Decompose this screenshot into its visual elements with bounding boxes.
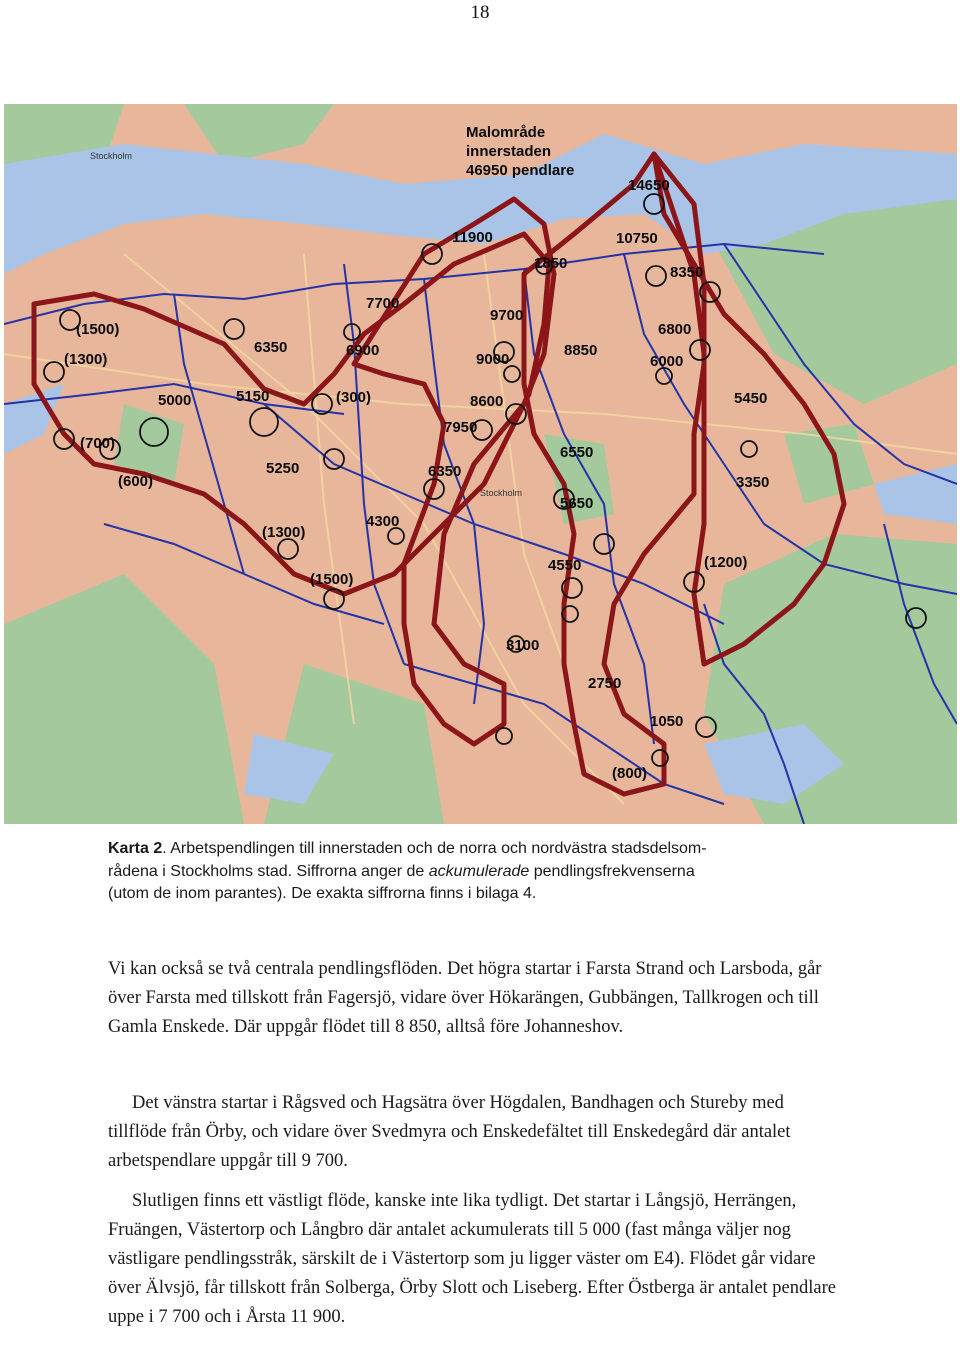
flow-label: 2750 [588,675,622,692]
caption-text-4: (utom de inom parantes). De exakta siffrorna finns i bilaga 4. [108,885,537,902]
page-number: 18 [470,2,490,23]
flow-label: 6550 [560,444,594,461]
flow-label: 5450 [734,390,768,407]
flow-label: 8600 [470,393,504,410]
flow-label: (1500) [76,321,120,338]
commuting-map [4,104,957,824]
flow-label: 3350 [736,474,770,491]
flow-label: 1050 [650,713,684,730]
flow-label: 5650 [560,495,594,512]
caption-text-3: pendlingsfrekvenserna [529,862,695,880]
caption-text-2: rådena i Stockholms stad. Siffrorna anger de [108,862,429,880]
place-label: Stockholm [90,151,133,161]
flow-label: 5150 [236,388,270,405]
flow-label: (1300) [64,351,108,368]
flow-label: 4550 [548,557,582,574]
flow-label: 11900 [452,229,493,246]
caption-label: Karta 2 [108,840,163,857]
body-paragraph: Det vänstra startar i Rågsved och Hagsätra över Högdalen, Bandhagen och Stureby med tillflöde från Örby, och vidare över Svedmyra och Enskedefältet till Enskedegård där antalet arbetspendlare uppgår till 9 700. [108,1093,791,1171]
body-paragraph-2-wrap [108,1089,843,1184]
flow-label: (300) [336,389,372,406]
flow-label: 9700 [490,307,524,324]
caption-text-1: . Arbetspendlingen till innerstaden och de norra och nordvästra stadsdelsom- [162,840,707,857]
map-title-line-1: Malområde [466,124,546,141]
flow-label: 4300 [366,513,400,530]
flow-label: 9000 [476,351,510,368]
flow-label: (1500) [310,571,354,588]
flow-label: 5000 [158,392,192,409]
map-title-line-3: 46950 pendlare [466,162,575,179]
flow-label: 6350 [428,463,462,480]
flow-label: 6350 [254,339,288,356]
flow-label: (700) [80,435,116,452]
flow-label: 8850 [564,342,598,359]
flow-label: 6000 [650,353,684,370]
flow-label: (1300) [262,524,306,541]
flow-label: 14650 [628,177,670,194]
place-label: Stockholm [480,488,523,498]
flow-label: (1200) [704,554,748,571]
flow-label: (800) [612,765,648,782]
flow-label: 6800 [658,321,692,338]
body-paragraph-1-wrap [108,955,843,1050]
flow-label: 8350 [670,264,704,281]
body-paragraph-3-wrap [108,1187,843,1340]
map-title-line-2: innerstaden [466,143,552,160]
flow-label: 10750 [616,230,658,247]
flow-label: (600) [118,473,154,490]
flow-label: 3100 [506,637,540,654]
flow-label: 7700 [366,295,400,312]
map-caption [108,838,848,906]
body-paragraph: Vi kan också se två centrala pendlingsflöden. Det högra startar i Farsta Strand och Larsboda, går över Farsta med tillskott från Fagersjö, vidare över Hökarängen, Gubbängen, Tallkrogen och till Gamla Enskede. Där uppgår flödet till 8 850, alltså före Johanneshov. [108,959,822,1037]
flow-label: 5250 [266,460,300,477]
flow-label: 7950 [444,419,478,436]
flow-label: 1850 [534,255,568,272]
caption-emphasis: ackumulerade [428,862,530,880]
flow-label: 6900 [346,342,380,359]
body-paragraph: Slutligen finns ett västligt flöde, kanske inte lika tydligt. Det startar i Långsjö, Herrängen, Fruängen, Västertorp och Långbro där antalet ackumulerats till 5 000 (fast många väljer nog västligare pendlingsstråk, särskilt de i Västertorp som ju ligger väster om E4). Flödet går vidare över Älvsjö, får tillskott från Solberga, Örby Slott och Liseberg. Efter Östberga är antalet pendlare uppe i 7 700 och i Årsta 11 900. [108,1191,836,1327]
